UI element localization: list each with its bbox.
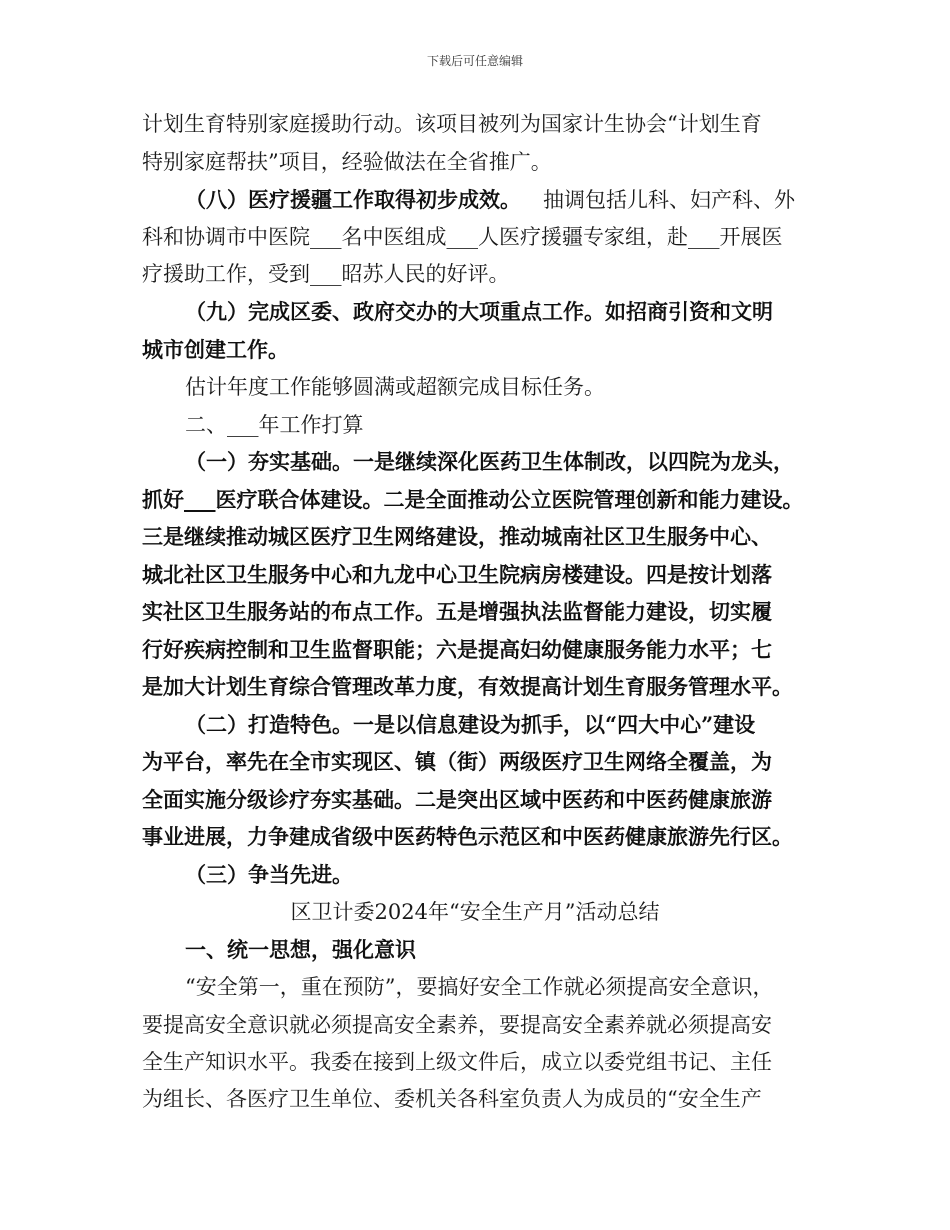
body-line: 科和协调市中医院___名中医组成___人医疗援疆专家组，赴___开展医 xyxy=(142,225,783,249)
body-line: 特别家庭帮扶”项目，经验做法在全省推广。 xyxy=(142,150,552,174)
bold-paragraph-line: 城北社区卫生服务中心和九龙中心卫生院病房楼建设。四是按计划落 xyxy=(142,562,772,587)
bold-paragraph-line: 全面实施分级诊疗夯实基础。二是突出区域中医药和中医药健康旅游 xyxy=(142,787,772,812)
bold-paragraph-line: 抓好___医疗联合体建设。二是全面推动公立医院管理创新和能力建设。 xyxy=(142,487,804,512)
body-line: “安全第一，重在预防”，要搞好安全工作就必须提高安全意识， xyxy=(185,975,774,999)
bold-paragraph-line: 三是继续推动城区医疗卫生网络建设，推动城南社区卫生服务中心、 xyxy=(142,524,772,549)
section-title: 二、___年工作打算 xyxy=(185,413,364,437)
section-heading: 城市创建工作。 xyxy=(142,337,289,362)
document-title: 区卫计委2024年“安全生产月”活动总结 xyxy=(290,900,660,924)
body-line: 抽调包括儿科、妇产科、外 xyxy=(543,188,795,212)
body-line: 估计年度工作能够圆满或超额完成目标任务。 xyxy=(185,375,605,399)
page-header: 下载后可任意编辑 xyxy=(426,54,523,68)
bold-paragraph-line: 为平台，率先在全市实现区、镇（街）两级医疗卫生网络全覆盖，为 xyxy=(142,749,772,774)
bold-paragraph-line: 行好疾病控制和卫生监督职能；六是提高妇幼健康服务能力水平；七 xyxy=(142,637,772,662)
section-heading: （八）医疗援疆工作取得初步成效。 xyxy=(185,187,521,212)
body-line: 疗援助工作，受到___昭苏人民的好评。 xyxy=(142,262,510,286)
body-line: 为组长、各医疗卫生单位、委机关各科室负责人为成员的“安全生产 xyxy=(142,1087,762,1111)
body-line: 要提高安全意识就必须提高安全素养，要提高安全素养就必须提高安 xyxy=(142,1013,772,1037)
bold-paragraph-line: 实社区卫生服务站的布点工作。五是增强执法监督能力建设，切实履 xyxy=(142,599,772,624)
section-heading: （九）完成区委、政府交办的大项重点工作。如招商引资和文明 xyxy=(185,299,773,324)
body-line: 全生产知识水平。我委在接到上级文件后，成立以委党组书记、主任 xyxy=(142,1050,772,1074)
bold-paragraph-line: 事业进展，力争建成省级中医药特色示范区和中医药健康旅游先行区。 xyxy=(142,824,793,849)
section-heading: 一、统一思想，强化意识 xyxy=(185,937,416,962)
bold-paragraph-line: （三）争当先进。 xyxy=(185,862,353,887)
body-line: 计划生育特别家庭援助行动。该项目被列为国家计生协会“计划生育 xyxy=(142,112,762,136)
bold-paragraph-line: 是加大计划生育综合管理改革力度，有效提高计划生育服务管理水平。 xyxy=(142,674,793,699)
bold-paragraph-line: （二）打造特色。一是以信息建设为抓手，以“四大中心”建设 xyxy=(185,712,756,737)
bold-paragraph-line: （一）夯实基础。一是继续深化医药卫生体制改，以四院为龙头， xyxy=(185,449,794,474)
